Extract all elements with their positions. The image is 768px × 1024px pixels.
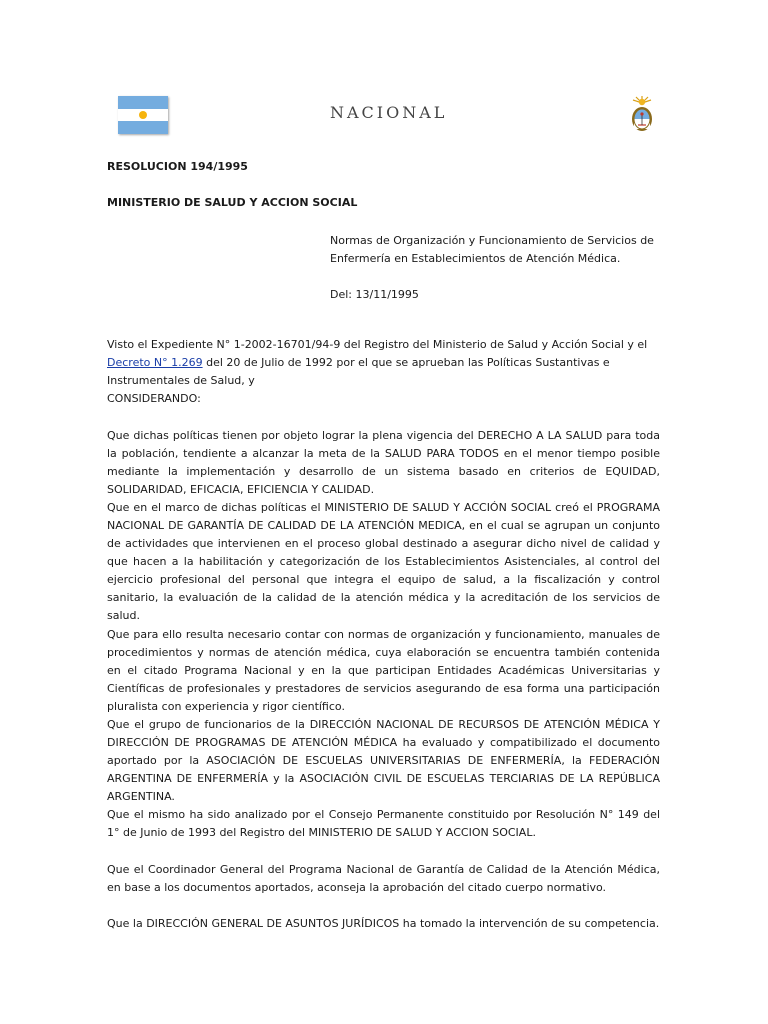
header-title: NACIONAL [330, 103, 448, 122]
visto-paragraph [107, 336, 660, 390]
paragraph: Que dichas políticas tienen por objeto lograr la plena vigencia del DERECHO A LA SALUD para toda la población, tendiente a alcanzar la meta de la SALUD PARA TODOS en el menor tiempo posible mediante la implementación y desarrollo de un sistema basado en criterios de EQUIDAD, SOLIDARIDAD, EFICACIA, EFICIENCIA Y CALIDAD. [107, 429, 660, 496]
paragraph: Que el grupo de funcionarios de la DIRECCIÓN NACIONAL DE RECURSOS DE ATENCIÓN MÉDICA Y DIRECCIÓN DE PROGRAMAS DE ATENCIÓN MÉDICA ha evaluado y compatibilizado el documento aportado por la ASOCIACIÓN DE ESCUELAS UNIVERSITARIAS DE ENFERMERÍA, la FEDERACIÓN ARGENTINA DE ENFERMERÍA y la ASOCIACIÓN CIVIL DE ESCUELAS TERCIARIAS DE LA REPÚBLICA ARGENTINA. [107, 718, 660, 803]
paragraph: Que la DIRECCIÓN GENERAL DE ASUNTOS JURÍDICOS ha tomado la intervención de su competencia. [107, 917, 660, 930]
ministry-name: MINISTERIO DE SALUD Y ACCION SOCIAL [107, 196, 358, 209]
resolution-number: RESOLUCION 194/1995 [107, 160, 248, 173]
paragraph: Que el mismo ha sido analizado por el Consejo Permanente constituido por Resolución N° 149 del 1° de Junio de 1993 del Registro del MINISTERIO DE SALUD Y ACCION SOCIAL. [107, 808, 660, 839]
paragraph: Que en el marco de dichas políticas el MINISTERIO DE SALUD Y ACCIÓN SOCIAL creó el PROGRAMA NACIONAL DE GARANTÍA DE CALIDAD DE LA ATENCIÓN MEDICA, en el cual se agrupan un conjunto de actividades que intervienen en el proceso global destinado a asegurar dicho nivel de calidad y que hacen a la habilitación y categorización de los Establecimientos Asistenciales, al control del ejercicio profesional del personal que integra el equipo de salud, a la fiscalización y control sanitario, la evaluación de la calidad de la atención médica y la acreditación de los servicios de salud. [107, 501, 660, 622]
visto-text-after: del 20 de Julio de 1992 por el que se aprueban las Políticas Sustantivas e Instrumentales de Salud, y [107, 356, 610, 387]
resolution-date: Del: 13/11/1995 [330, 288, 419, 301]
considerando-heading: CONSIDERANDO: [107, 392, 201, 405]
coat-of-arms-icon [627, 95, 657, 135]
decreto-link[interactable]: Decreto N° 1.269 [107, 356, 203, 369]
paragraph: Que el Coordinador General del Programa Nacional de Garantía de Calidad de la Atención Médica, en base a los documentos aportados, aconseja la aprobación del citado cuerpo normativo. [107, 863, 660, 894]
resolution-summary: Normas de Organización y Funcionamiento de Servicios de Enfermería en Establecimientos de Atención Médica. [330, 234, 654, 265]
visto-text-before: Visto el Expediente N° 1-2002-16701/94-9 del Registro del Ministerio de Salud y Acción Social y el [107, 338, 648, 351]
argentina-flag-icon [118, 96, 168, 134]
paragraph: Que para ello resulta necesario contar con normas de organización y funcionamiento, manuales de procedimientos y normas de atención médica, cuya elaboración se encuentra también contenida en el citado Programa Nacional y en la que participan Entidades Académicas Universitarias y Científicas de profesionales y prestadores de servicios asegurando de esa forma una participación pluralista con experiencia y rigor científico. [107, 628, 660, 713]
